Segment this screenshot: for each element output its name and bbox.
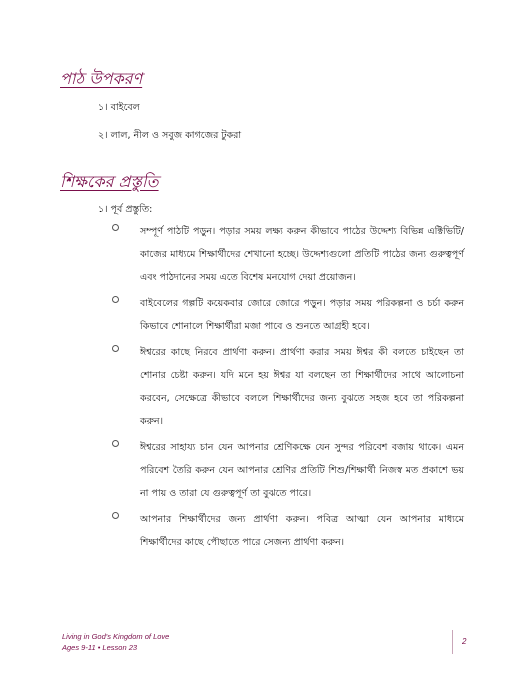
page-number: 2: [462, 637, 467, 646]
teacher-preparation-heading: শিক্ষকের প্রস্তুতি: [60, 172, 159, 191]
bullet-text: বাইবেলের গল্পটি কয়েকবার জোরে জোরে পড়ুন। পড়ার সময় পরিকল্পনা ও চর্চা করুন কিভাবে শোনালে শিক্ষার্থীরা মজা পাবে ও শুনতে আগ্রহী হবে।: [140, 298, 464, 332]
circle-bullet-icon: [112, 512, 119, 519]
lesson-materials-heading: পাঠ উপকরণ: [60, 69, 143, 88]
circle-bullet-icon: [112, 224, 119, 231]
bullet-text: ঈশ্বরের সাহায্য চান যেন আপনার শ্রেণিকক্ষে যেন সুন্দর পরিবেশ বজায় থাকে। এমন পরিবেশ তৈরি করুন যেন আপনার শ্রেণির প্রতিটি শিশু/শিক্ষার্থী নিজস্ব মত প্রকাশে ভয় না পায় ও তারা যে গুরুত্বপূর্ণ তা বুঝতে পারে।: [140, 442, 464, 499]
bullet-text: সম্পূর্ণ পাঠটি পড়ুন। পড়ার সময় লক্ষ্য করুন কীভাবে পাঠের উদ্দেশ্য বিভিন্ন এক্টিভিটি/কাজের মাধ্যমে শিক্ষার্থীদের শেখানো হচ্ছে। উদ্দেশ্যগুলো প্রতিটি পাঠের জন্য গুরুত্বপূর্ণ এবং পাঠদানের সময় এতে বিশেষ মনযোগ দেয়া প্রয়োজন।: [140, 226, 464, 283]
circle-bullet-icon: [112, 440, 119, 447]
preparation-bullet-silent-prayer: [112, 341, 464, 433]
preparation-bullet-classroom-environment: [112, 436, 464, 505]
materials-list: [98, 94, 241, 150]
materials-item-paper: ২। লাল, নীল ও সবুজ কাগজের টুকরা: [98, 130, 242, 141]
footer-divider: [452, 630, 453, 654]
preparation-bullet-read-lesson: [112, 220, 464, 289]
preparation-bullet-list: [112, 220, 464, 557]
preparation-bullet-pray-for-students: [112, 508, 464, 554]
footer-lesson-info: Ages 9-11 • Lesson 23: [62, 643, 138, 652]
bullet-text: ঈশ্বরের কাছে নিরবে প্রার্থণা করুন। প্রার্থণা করার সময় ঈশ্বর কী বলতে চাইছেন তা শোনার চেষ্টা করুন। যদি মনে হয় ঈশ্বর যা বলছেন তা শিক্ষার্থীদের সাথে আলোচনা করবেন, সেক্ষেত্রে কীভাবে বললে শিক্ষার্থীদের জন্য বুঝতে সহজ হবে তা পরিকল্পনা করুন।: [140, 347, 464, 427]
preparation-bullet-read-story: [112, 292, 464, 338]
materials-item-bible: ১। বাইবেল: [98, 102, 140, 113]
prior-preparation-label: ১। পূর্ব প্রস্তুতি:: [98, 204, 153, 215]
footer-series-title: Living in God's Kingdom of Love: [62, 632, 170, 641]
circle-bullet-icon: [112, 296, 119, 303]
circle-bullet-icon: [112, 345, 119, 352]
bullet-text: আপনার শিক্ষার্থীদের জন্য প্রার্থণা করুন। পবিত্র আত্মা যেন আপনার মাধ্যমে শিক্ষার্থীদের কাছে পৌছাতে পারে সেজন্য প্রার্থণা করুন।: [140, 514, 464, 548]
